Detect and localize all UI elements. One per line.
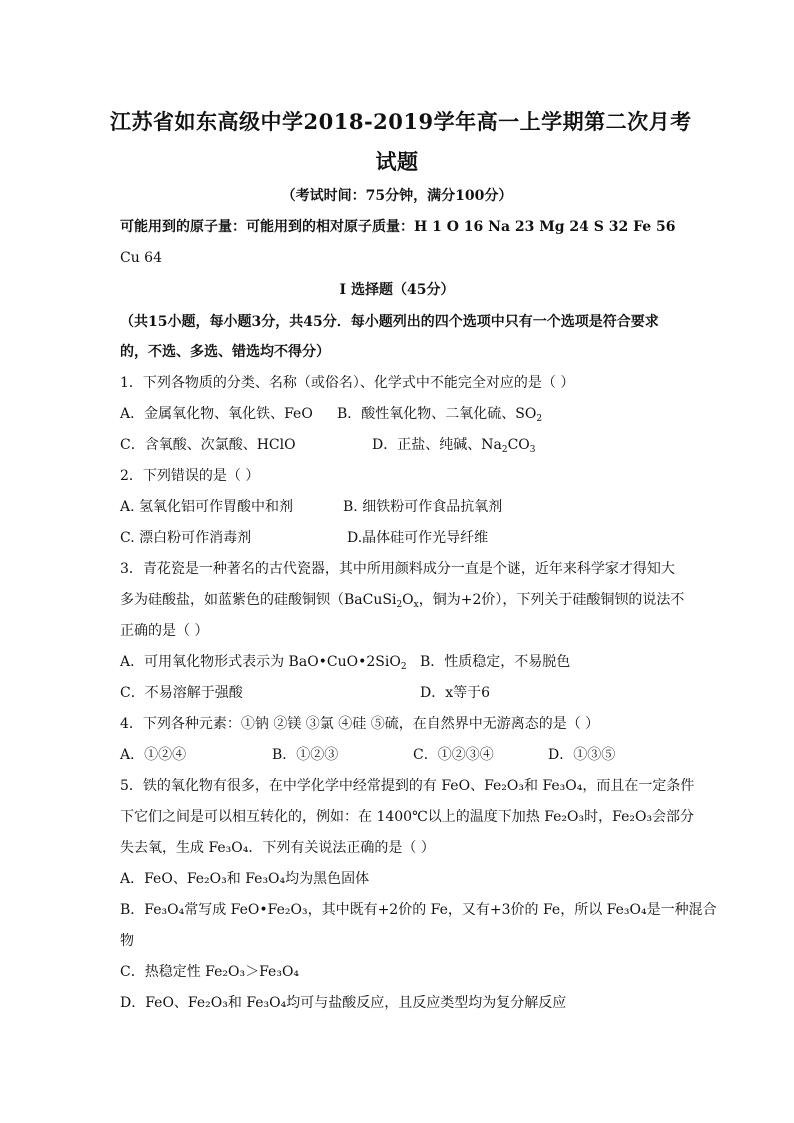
question-5-option-a: A．FeO、Fe₂O₃和 Fe₃O₄均为黑色固体 xyxy=(120,871,370,887)
question-4-option-d: D．①③⑤ xyxy=(548,747,616,763)
question-5-option-d: D．FeO、Fe₂O₃和 Fe₃O₄均可与盐酸反应，且反应类型均为复分解反应 xyxy=(120,995,567,1011)
question-2-option-a: A. 氢氧化铝可作胃酸中和剂 xyxy=(120,499,294,515)
question-3-option-b: B．性质稳定，不易脱色 xyxy=(420,654,571,670)
question-3-stem-continued: 多为硅酸盐，如蓝紫色的硅酸铜钡（$BaCuSi_2O_x$，铜为+2价），下列关于硅酸铜钡的说法不 xyxy=(120,592,685,610)
question-5-stem-end: 失去氧，生成 Fe₃O₄．下列有关说法正确的是（ ） xyxy=(120,840,435,856)
page-title: 江苏省如东高级中学2018-2019学年高一上学期第二次月考 xyxy=(110,109,692,134)
question-3-stem-end: 正确的是（ ） xyxy=(120,623,209,639)
question-5-option-c: C．热稳定性 Fe₂O₃＞Fe₃O₄ xyxy=(120,964,300,980)
question-2-option-c: C. 漂白粉可作消毒剂 xyxy=(120,530,252,546)
question-4-stem: 4．下列各种元素：①钠 ②镁 ③氯 ④硅 ⑤硫，在自然界中无游离态的是（ ） xyxy=(120,716,600,732)
section-instruction: （共15小题，每小题3分，共45分．每小题列出的四个选项中只有一个选项是符合要求 xyxy=(120,314,659,330)
section-title: I 选择题（45分） xyxy=(339,282,455,298)
question-4-option-c: C．①②③④ xyxy=(413,747,494,763)
question-1-stem: 1．下列各物质的分类、名称（或俗名）、化学式中不能完全对应的是（ ） xyxy=(120,375,575,391)
question-1-option-b: B．酸性氧化物、二氧化硫、$SO_2$ xyxy=(337,406,543,424)
section-instruction-continued: 的，不选、多选、错选均不得分） xyxy=(120,344,330,360)
question-5-option-b-continued: 物 xyxy=(120,933,134,949)
question-3-option-c: C．不易溶解于强酸 xyxy=(120,685,243,701)
question-1-option-d: D．正盐、纯碱、$Na_2CO_3$ xyxy=(372,437,536,455)
question-2-stem: 2．下列错误的是（ ） xyxy=(120,468,260,484)
question-3-option-d: D．x等于6 xyxy=(420,685,491,701)
question-5-stem-continued: 下它们之间是可以相互转化的，例如：在 1400℃以上的温度下加热 Fe₂O₃时，Fe₂O₃会部分 xyxy=(120,809,695,825)
question-4-option-b: B．①②③ xyxy=(272,747,339,763)
question-2-option-d: D.晶体硅可作光导纤维 xyxy=(347,530,489,546)
question-3-stem: 3．青花瓷是一种著名的古代瓷器，其中所用颜料成分一直是个谜，近年来科学家才得知大 xyxy=(120,561,675,577)
question-5-option-b: B．Fe₃O₄常写成 FeO•Fe₂O₃，其中既有+2价的 Fe，又有+3价的 Fe，所以 Fe₃O₄是一种混合 xyxy=(120,902,717,918)
atomic-mass-line: 可能用到的原子量：可能用到的相对原子质量：H 1 O 16 Na 23 Mg 24 S 32 Fe 56 xyxy=(120,219,676,235)
question-2-option-b: B. 细铁粉可作食品抗氧剂 xyxy=(343,499,503,515)
question-3-option-a: A．可用氧化物形式表示为 BaO•CuO•2SiO$_2$ xyxy=(120,654,407,672)
question-4-option-a: A．①②④ xyxy=(120,747,187,763)
atomic-mass-line-continued: Cu 64 xyxy=(120,250,162,266)
question-1-option-a: A．金属氧化物、氧化铁、FeO xyxy=(120,406,313,422)
exam-info: （考试时间：75分钟，满分100分） xyxy=(281,188,513,204)
question-1-option-c: C．含氧酸、次氯酸、HClO xyxy=(120,437,296,453)
question-5-stem: 5．铁的氧化物有很多，在中学化学中经常提到的有 FeO、Fe₂O₃和 Fe₃O₄，而且在一定条件 xyxy=(120,778,695,794)
page-title-continued: 试题 xyxy=(375,149,419,174)
